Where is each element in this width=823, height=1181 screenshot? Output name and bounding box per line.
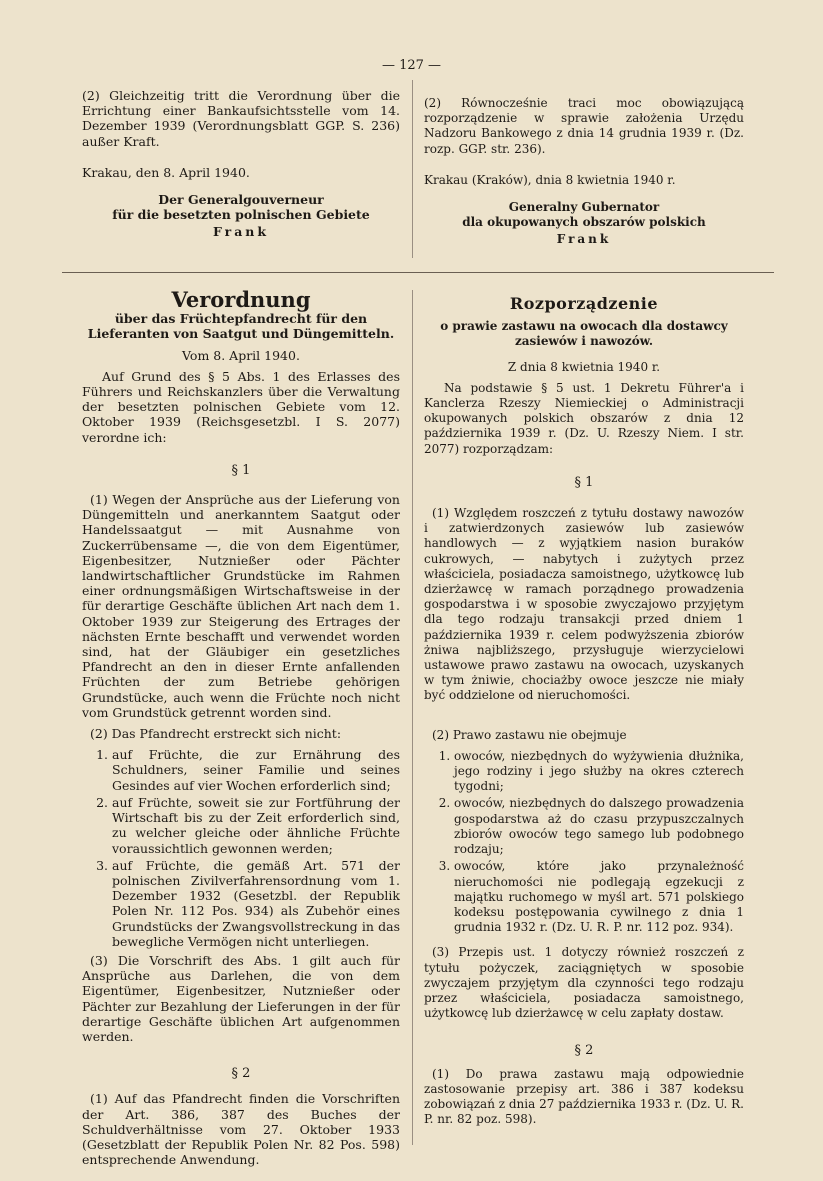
list-item: 2. owoców, niezbędnych do dalszego prowadzenia gospodarstwa aż do czasu przypuszczalnych zbiorów owoców tego samego lub podobnego rodzaju;	[454, 796, 744, 857]
de-top-paragraph: (2) Gleichzeitig tritt die Verordnung über die Errichtung einer Bankaufsichtsstelle vom 14. Dezember 1939 (Verordnungsblatt GGP. S. 236) außer Kraft.	[82, 88, 400, 149]
de-top-column	[82, 88, 400, 240]
page-number: — 127 —	[381, 58, 442, 73]
list-item: 1. owoców, niezbędnych do wyżywienia dłużnika, jego rodziny i jego służby na okres czterech tygodni;	[454, 749, 744, 795]
pl-section-1-para-1: (1) Względem roszczeń z tytułu dostawy nawozów i zatwierdzonych zasiewów lub zasiewów handlowych — z wyjątkiem nasion buraków cukrowych, — nabytych i zużytych przez właściciela, posiadacza samoistnego, użytkowcę lub dzierżawcę w ramach porządnego prowadzenia gospodarstwa i w sposobie zwyczajowo przyjętym dla tego rodzaju transakcji przed dniem 1 października 1939 r. celem podwyższenia zbiorów żniwa najbliższego, przysługuje wierzycielowi ustawowe prawo zastawu na owocach, uzyskanych w tym żniwie, chociażby owoce jeszcze nie miały być oddzielone od nieruchomości.	[424, 506, 744, 703]
pl-top-place-date: Krakau (Kraków), dnia 8 kwietnia 1940 r.	[424, 172, 676, 187]
pl-signatory-title: Generalny Gubernator	[508, 200, 660, 215]
section-divider	[62, 272, 774, 273]
de-section-2-para-1: (1) Auf das Pfandrecht finden die Vorschriften der Art. 386, 387 des Buches der Schuldverhältnisse vom 27. Oktober 1933 (Gesetzblatt der Republik Polen Nr. 82 Pos. 598) entsprechende Anwendung.	[82, 1091, 400, 1168]
pl-decree-date: Z dnia 8 kwietnia 1940 r.	[507, 359, 661, 374]
de-section-1-para-2-intro: (2) Das Pfandrecht erstreckt sich nicht:	[90, 726, 342, 742]
pl-section-1-heading: § 1	[574, 474, 594, 490]
pl-signatory-territory: dla okupowanych obszarów polskich	[462, 215, 706, 230]
de-column	[82, 287, 400, 1168]
main-column-rule	[412, 290, 413, 1145]
top-column-rule	[412, 80, 413, 258]
de-section-1-para-1: (1) Wegen der Ansprüche aus der Lieferung von Düngemitteln und anerkanntem Saatgut oder Handelssaatgut — mit Ausnahme von Zuckerrübensame —, die von dem Eigentümer, Eigenbesitzer, Nutznießer oder Pächter landwirtschaftlicher Grundstücke im Rahmen einer ordnungsmäßigen Wirtschaftsweise in der für derartige Geschäfte üblichen Art nach dem 1. Oktober 1939 zur Steigerung des Ertrages der nächsten Ernte beschafft und verwendet worden sind, hat der Gläubiger ein gesetzliches Pfandrecht an den in dieser Ernte anfallenden Früchten der zum Betriebe gehörigen Grundstücke, auch wenn die Früchte noch nicht vom Grundstück getrennt worden sind.	[82, 492, 400, 720]
de-section-1-para-3: (3) Die Vorschrift des Abs. 1 gilt auch für Ansprüche aus Darlehen, die von dem Eigentümer, Eigenbesitzer, Nutznießer oder Pächter zur Bezahlung der Lieferungen in der für derartige Geschäfte üblichen Art aufgenommen werden.	[82, 952, 400, 1044]
pl-section-2-para-1: (1) Do prawa zastawu mają odpowiednie zastosowanie przepisy art. 386 i 387 kodeksu zobowiązań z dnia 27 października 1933 r. (Dz. U. R. P. nr. 82 poz. 598).	[424, 1066, 744, 1127]
de-decree-date: Vom 8. April 1940.	[182, 347, 300, 363]
de-top-place-date: Krakau, den 8. April 1940.	[82, 164, 250, 180]
list-item: 2. auf Früchte, soweit sie zur Fortführung der Wirtschaft bis zu der Zeit erforderlich sind, zu welcher gleiche oder ähnliche Früchte voraussichtlich gewonnen werden;	[112, 795, 400, 856]
de-section-1-heading: § 1	[231, 462, 251, 478]
pl-decree-subtitle: o prawie zastawu na owocach dla dostawcy zasiewów i nawozów.	[440, 319, 728, 349]
list-item: 1. auf Früchte, die zur Ernährung des Schuldners, seiner Familie und seines Gesindes auf vier Wochen erforderlich sind;	[112, 747, 400, 793]
de-decree-title: Verordnung	[171, 287, 311, 312]
pl-section-1-para-2-intro: (2) Prawo zastawu nie obejmuje	[432, 727, 627, 742]
de-signatory-title: Der Generalgouverneur	[158, 192, 324, 208]
de-decree-subtitle: über das Früchtepfandrecht für den Lieferanten von Saatgut und Düngemitteln.	[87, 311, 395, 342]
pl-decree-title: Rozporządzenie	[509, 294, 659, 313]
pl-top-paragraph: (2) Równocześnie traci moc obowiązującą rozporządzenie w sprawie założenia Urzędu Nadzoru Bankowego z dnia 14 grudnia 1939 r. (Dz. rozp. GGP. str. 236).	[424, 96, 744, 156]
pl-top-column	[424, 96, 744, 248]
list-item: 3. owoców, które jako przynależność nieruchomości nie podlegają egzekucji z majątku ruchomego w myśl art. 571 polskiego kodeksu postępowania cywilnego z dnia 1 grudnia 1932 r. (Dz. U. R. P. nr. 112 poz. 934).	[454, 859, 744, 935]
list-item: 3. auf Früchte, die gemäß Art. 571 der polnischen Zivilverfahrensordnung vom 1. Dezember 1932 (Gesetzbl. der Republik Polen Nr. 112 Pos. 934) als Zubehör eines Grundstücks der Zwangsvollstreckung in das bewegliche Vermögen nicht unterliegen.	[112, 858, 400, 949]
de-section-2-heading: § 2	[231, 1066, 251, 1082]
pl-exclusions-list	[424, 749, 744, 935]
pl-preamble: Na podstawie § 5 ust. 1 Dekretu Führer'a i Kanclerza Rzeszy Niemieckiej o Administracji okupowanych polskich obszarów z dnia 12 października 1939 r. (Dz. U. Rzeszy Niem. I str. 2077) rozporządzam:	[424, 380, 744, 456]
pl-section-1-para-3: (3) Przepis ust. 1 dotyczy również roszczeń z tytułu pożyczek, zaciągniętych w sposobie zwyczajem przyjętym dla czynności tego rodzaju przez właściciela, posiadacza samoistnego, użytkowcę lub dzierżawcę w celu zapłaty dostaw.	[424, 945, 744, 1021]
de-signatory-territory: für die besetzten polnischen Gebiete	[112, 207, 370, 223]
pl-column	[424, 296, 744, 1127]
pl-signatory-name: Frank	[556, 232, 612, 247]
de-exclusions-list	[82, 747, 400, 949]
pl-section-2-heading: § 2	[574, 1043, 594, 1059]
de-signatory-name: Frank	[212, 224, 270, 240]
de-preamble: Auf Grund des § 5 Abs. 1 des Erlasses des Führers und Reichskanzlers über die Verwaltung der besetzten polnischen Gebiete vom 12. Oktober 1939 (Reichsgesetzbl. I S. 2077) verordne ich:	[82, 368, 400, 445]
